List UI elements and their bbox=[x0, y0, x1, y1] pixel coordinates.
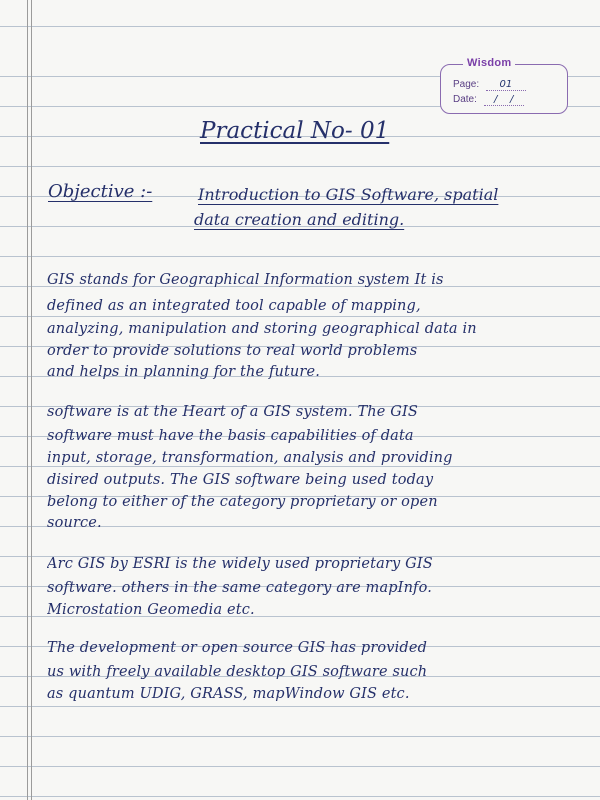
paragraph-2-line: software must have the basis capabilities of data bbox=[47, 428, 414, 444]
paragraph-3-line: Arc GIS by ESRI is the widely used proprietary GIS bbox=[47, 556, 433, 572]
objective-line: Introduction to GIS Software, spatial bbox=[198, 185, 499, 204]
page-number-row bbox=[453, 79, 526, 91]
date-row bbox=[453, 94, 524, 106]
paragraph-4-line: us with freely available desktop GIS software such bbox=[47, 664, 428, 680]
paragraph-2-line: input, storage, transformation, analysis and providing bbox=[47, 450, 453, 466]
paragraph-4-line: The development or open source GIS has provided bbox=[47, 640, 428, 656]
paragraph-3-line: software. others in the same category are mapInfo. bbox=[47, 580, 432, 596]
page-title: Practical No- 01 bbox=[200, 118, 390, 144]
left-margin-line bbox=[27, 0, 28, 800]
paragraph-2-line: disired outputs. The GIS software being used today bbox=[47, 472, 434, 488]
paragraph-1-line: defined as an integrated tool capable of mapping, bbox=[47, 298, 421, 314]
paragraph-1-line: and helps in planning for the future. bbox=[47, 364, 320, 380]
objective-label: Objective :- bbox=[48, 181, 153, 202]
paragraph-1-line: order to provide solutions to real world problems bbox=[47, 343, 418, 359]
paragraph-1-line: analyzing, manipulation and storing geographical data in bbox=[47, 321, 477, 337]
paragraph-2-line: belong to either of the category proprietary or open bbox=[47, 494, 438, 510]
objective-line: data creation and editing. bbox=[194, 210, 405, 229]
paragraph-4-line: as quantum UDIG, GRASS, mapWindow GIS etc. bbox=[47, 686, 410, 702]
page-number-value: 01 bbox=[486, 79, 526, 91]
paragraph-1-line: GIS stands for Geographical Information system It is bbox=[47, 272, 444, 288]
date-label: Date: bbox=[453, 94, 477, 105]
page-header-box bbox=[440, 57, 568, 114]
brand-logo: Wisdom bbox=[463, 57, 515, 69]
date-value: / / bbox=[484, 94, 524, 106]
paragraph-2-line: software is at the Heart of a GIS system. The GIS bbox=[47, 404, 418, 420]
left-margin-line-inner bbox=[31, 0, 32, 800]
paragraph-2-line: source. bbox=[47, 515, 102, 531]
paragraph-3-line: Microstation Geomedia etc. bbox=[47, 602, 255, 618]
page-label: Page: bbox=[453, 79, 480, 90]
